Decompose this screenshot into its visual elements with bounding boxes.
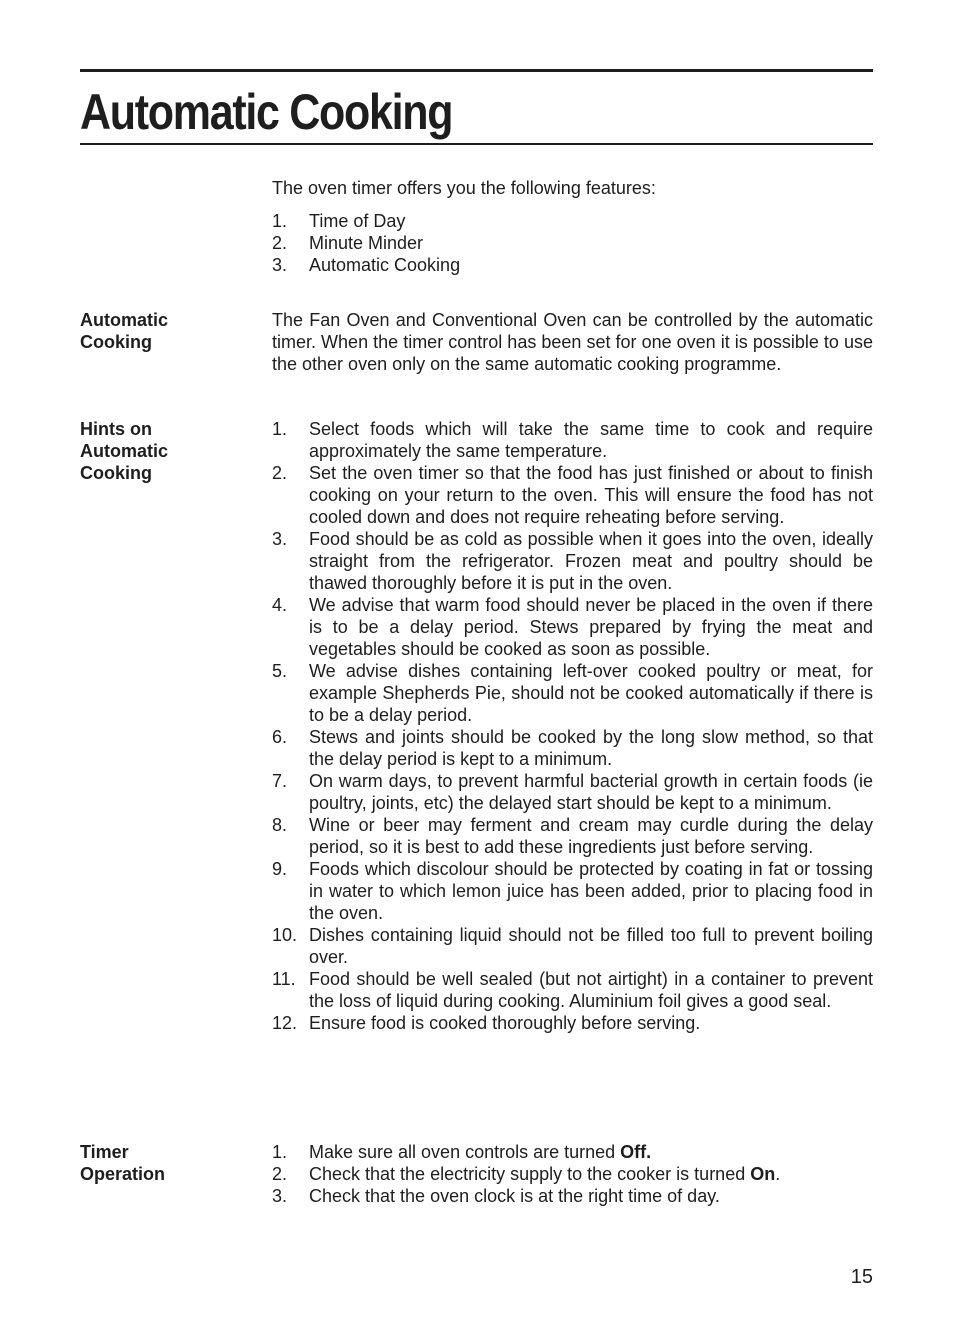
- heading-line: Timer: [80, 1142, 129, 1162]
- item-number: 1.: [272, 1142, 288, 1162]
- item-number: 8.: [272, 815, 288, 835]
- item-number: 2.: [272, 463, 288, 483]
- list-item: [272, 1012, 873, 1034]
- item-number: 11.: [272, 969, 296, 989]
- item-text-tail: .: [775, 1164, 781, 1184]
- list-item: [272, 968, 873, 1012]
- list-item: [272, 858, 873, 924]
- item-number: 7.: [272, 771, 288, 791]
- features-list: [272, 210, 873, 276]
- list-item: [272, 1141, 873, 1163]
- item-number: 3.: [272, 255, 288, 275]
- item-text: On warm days, to prevent harmful bacterial growth in certain foods (ie poultry, joints, etc) the delayed start should be kept to a minimum.: [309, 771, 873, 813]
- item-text: Minute Minder: [309, 233, 424, 253]
- item-text: Check that the electricity supply to the cooker is turned: [309, 1164, 751, 1184]
- list-item: [272, 210, 873, 232]
- item-text: Wine or beer may ferment and cream may curdle during the delay period, so it is best to add these ingredients just before serving.: [309, 815, 873, 857]
- item-text: Select foods which will take the same time to cook and require approximately the same temperature.: [309, 419, 873, 461]
- heading-line: Cooking: [80, 463, 152, 483]
- item-text: Time of Day: [309, 211, 406, 231]
- list-item: [272, 418, 873, 462]
- intro-section: [272, 177, 873, 276]
- item-text: Ensure food is cooked thoroughly before serving.: [309, 1013, 701, 1033]
- paragraph: The Fan Oven and Conventional Oven can be controlled by the automatic timer. When the timer control has been set for one oven it is possible to use the other oven only on the same automatic cooking programme.: [272, 310, 873, 374]
- list-item: [272, 232, 873, 254]
- item-number: 3.: [272, 529, 288, 549]
- item-text: Check that the oven clock is at the right time of day.: [309, 1186, 720, 1206]
- heading-line: Operation: [80, 1164, 166, 1184]
- list-item: [272, 594, 873, 660]
- list-item: [272, 528, 873, 594]
- hints-list: [272, 418, 873, 1034]
- item-number: 10.: [272, 925, 298, 945]
- section-heading: [80, 309, 260, 353]
- item-number: 9.: [272, 859, 288, 879]
- top-rule: [80, 69, 873, 72]
- list-item: [272, 770, 873, 814]
- list-item: [272, 726, 873, 770]
- section-body: [272, 1141, 873, 1207]
- item-number: 2.: [272, 233, 288, 253]
- list-item: [272, 660, 873, 726]
- list-item: [272, 1185, 873, 1207]
- list-item: [272, 1163, 873, 1185]
- item-text: We advise dishes containing left-over cooked poultry or meat, for example Shepherds Pie, should not be cooked automatically if there is to be a delay period.: [309, 661, 873, 725]
- heading-line: Automatic: [80, 441, 169, 461]
- item-text: Make sure all oven controls are turned: [309, 1142, 621, 1162]
- item-number: 1.: [272, 211, 288, 231]
- item-text: Foods which discolour should be protected by coating in fat or tossing in water to which lemon juice has been added, prior to placing food in the oven.: [309, 859, 873, 923]
- page-title: Automatic Cooking: [80, 84, 453, 140]
- item-number: 6.: [272, 727, 288, 747]
- emphasis-text: On: [750, 1164, 776, 1184]
- item-text: Automatic Cooking: [309, 255, 461, 275]
- list-item: [272, 254, 873, 276]
- list-item: [272, 814, 873, 858]
- page-number: 15: [850, 1266, 873, 1288]
- section-heading: [80, 1141, 260, 1185]
- list-item: [272, 462, 873, 528]
- section-body: [272, 309, 873, 375]
- item-number: 1.: [272, 419, 288, 439]
- item-number: 12.: [272, 1013, 298, 1033]
- item-text: We advise that warm food should never be placed in the oven if there is to be a delay period. Stews prepared by frying the meat and vegetables should be cooked as soon as possible.: [309, 595, 873, 659]
- timer-steps-list: [272, 1141, 873, 1207]
- emphasis-text: Off.: [620, 1142, 652, 1162]
- item-text: Food should be well sealed (but not airtight) in a container to prevent the loss of liquid during cooking. Aluminium foil gives a good seal.: [309, 969, 873, 1011]
- item-number: 3.: [272, 1186, 288, 1206]
- heading-line: Automatic: [80, 310, 169, 330]
- item-text: Dishes containing liquid should not be filled too full to prevent boiling over.: [309, 925, 873, 967]
- heading-line: Hints on: [80, 419, 152, 439]
- item-text: Set the oven timer so that the food has just finished or about to finish cooking on your return to the oven. This will ensure the food has not cooled down and does not require reheating before serving.: [309, 463, 873, 527]
- item-number: 2.: [272, 1164, 288, 1184]
- section-body: [272, 418, 873, 1034]
- intro-text: The oven timer offers you the following features:: [272, 178, 656, 198]
- heading-line: Cooking: [80, 332, 152, 352]
- section-heading: [80, 418, 260, 484]
- title-underline: [80, 143, 873, 145]
- list-item: [272, 924, 873, 968]
- item-number: 4.: [272, 595, 288, 615]
- item-text: Food should be as cold as possible when it goes into the oven, ideally straight from the refrigerator. Frozen meat and poultry should be thawed thoroughly before it is put in the oven.: [309, 529, 873, 593]
- item-number: 5.: [272, 661, 288, 681]
- item-text: Stews and joints should be cooked by the long slow method, so that the delay period is kept to a minimum.: [309, 727, 873, 769]
